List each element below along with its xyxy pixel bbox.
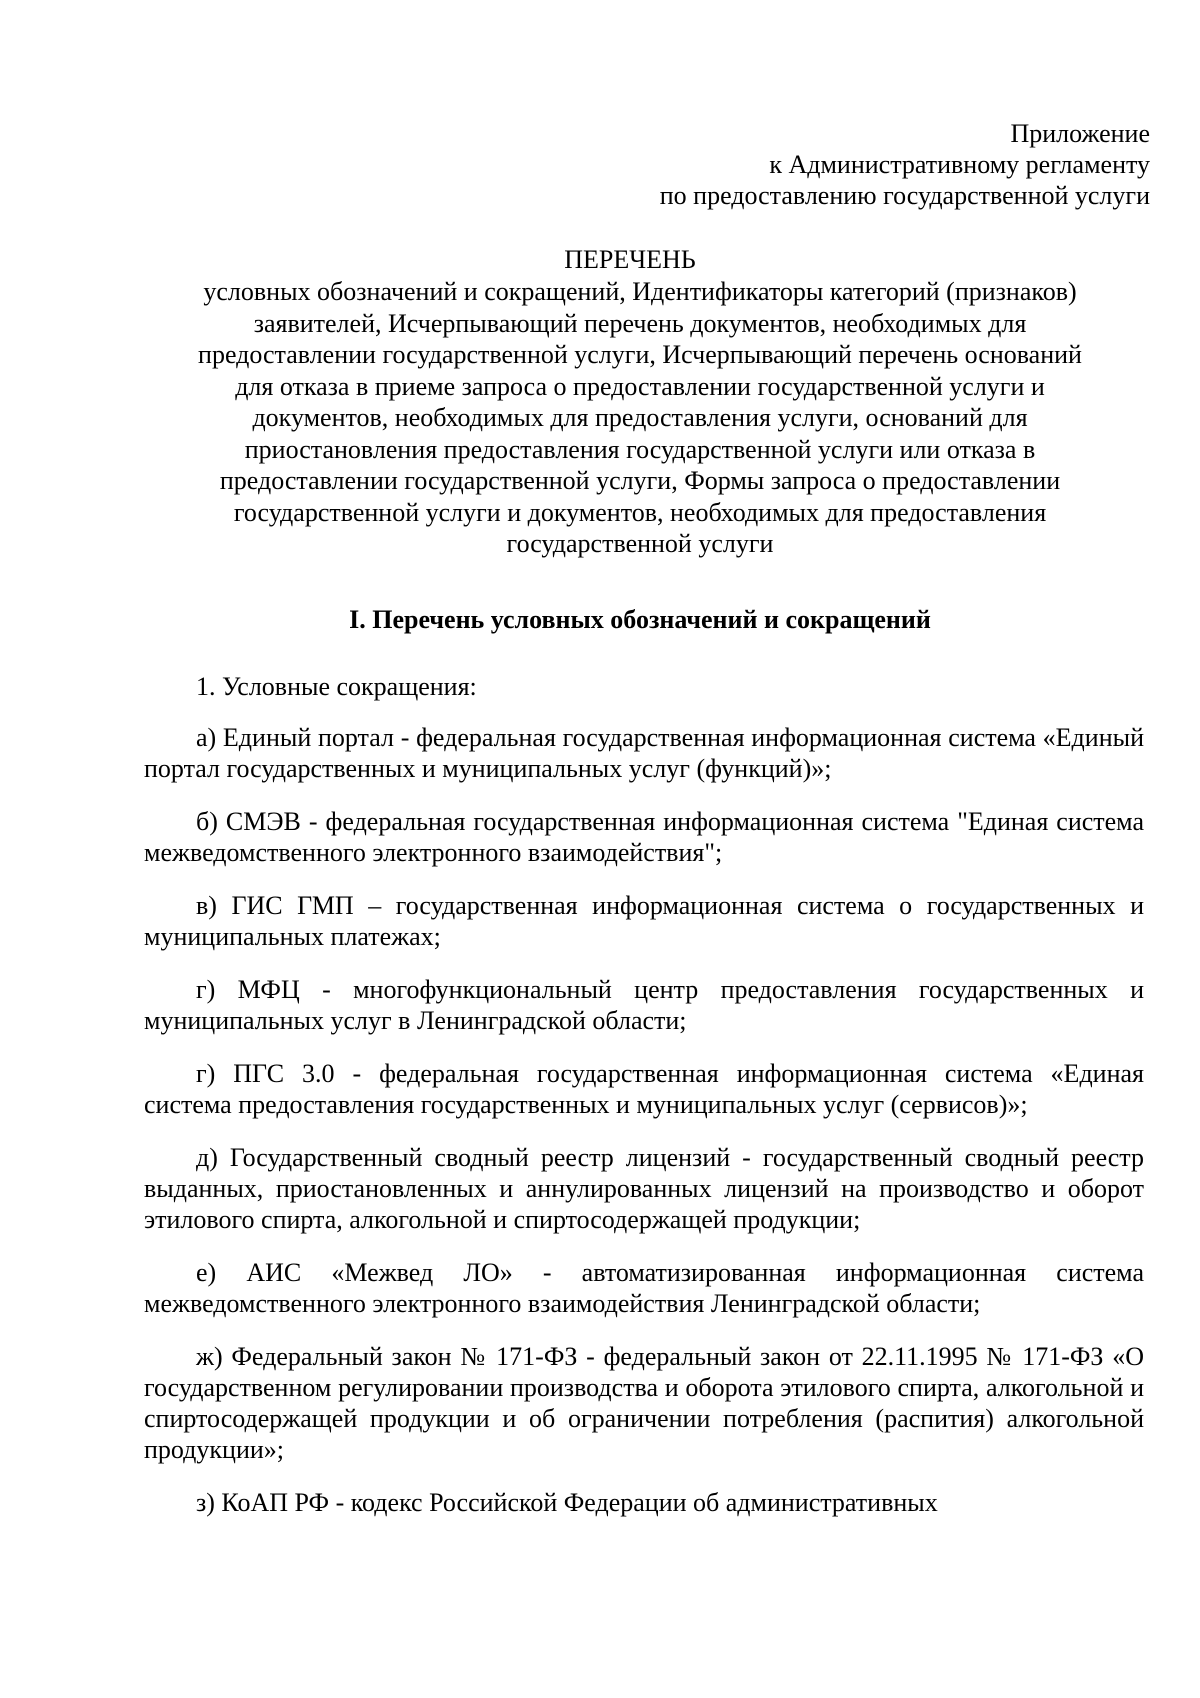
list-item: ж) Федеральный закон № 171-ФЗ - федеральный закон от 22.11.1995 № 171-ФЗ «О государственном регулировании производства и оборота этилового спирта, алкогольной и спиртосодержащей продукции и об ограничении потребления (распития) алкогольной продукции»;: [144, 1342, 1144, 1464]
list-item: а) Единый портал - федеральная государственная информационная система «Единый портал государственных и муниципальных услуг (функций)»;: [144, 723, 1144, 783]
appendix-line-1: Приложение: [1010, 119, 1150, 148]
subtitle-line: государственной услуги: [506, 529, 774, 558]
appendix-line-3: по предоставлению государственной услуги: [659, 181, 1150, 210]
section-heading: I. Перечень условных обозначений и сокращений: [349, 605, 931, 634]
list-item: е) АИС «Межвед ЛО» - автоматизированная информационная система межведомственного электронного взаимодействия Ленинградской области;: [144, 1258, 1144, 1318]
subtitle-line: условных обозначений и сокращений, Идентификаторы категорий (признаков): [203, 277, 1077, 306]
subtitle-line: документов, необходимых для предоставления услуги, оснований для: [252, 403, 1028, 432]
appendix-header: [660, 118, 1150, 211]
list-item: г) ПГС 3.0 - федеральная государственная информационная система «Единая система предоставления государственных и муниципальных услуг (сервисов)»;: [144, 1059, 1144, 1119]
list-item: д) Государственный сводный реестр лицензий - государственный сводный реестр выданных, приостановленных и аннулированных лицензий на производство и оборот этилового спирта, алкогольной и спиртосодержащей продукции;: [144, 1143, 1144, 1234]
subtitle-line: предоставлении государственной услуги, Исчерпывающий перечень оснований: [198, 340, 1082, 369]
subtitle-line: заявителей, Исчерпывающий перечень документов, необходимых для: [253, 308, 1027, 338]
document-title: ПЕРЕЧЕНЬ: [564, 245, 696, 274]
subtitle-line: государственной услуги и документов, необходимых для предоставления: [233, 497, 1047, 527]
subtitle-line: предоставлении государственной услуги, Формы запроса о предоставлении: [219, 466, 1061, 495]
list-item: б) СМЭВ - федеральная государственная информационная система "Единая система межведомственного электронного взаимодействия";: [144, 807, 1144, 867]
subtitle-line: приостановления предоставления государственной услуги или отказа в: [244, 434, 1036, 464]
abbreviation-list: [144, 722, 1144, 1540]
intro-paragraph: 1. Условные сокращения:: [196, 672, 477, 701]
list-item: з) КоАП РФ - кодекс Российской Федерации об административных: [196, 1488, 938, 1517]
list-item: в) ГИС ГМП – государственная информационная система о государственных и муниципальных платежах;: [144, 891, 1144, 951]
document-subtitle: [150, 276, 1130, 560]
appendix-line-2: к Административному регламенту: [769, 150, 1150, 179]
subtitle-line: для отказа в приеме запроса о предоставлении государственной услуги и: [235, 371, 1045, 401]
list-item: г) МФЦ - многофункциональный центр предоставления государственных и муниципальных услуг в Ленинградской области;: [144, 975, 1144, 1035]
